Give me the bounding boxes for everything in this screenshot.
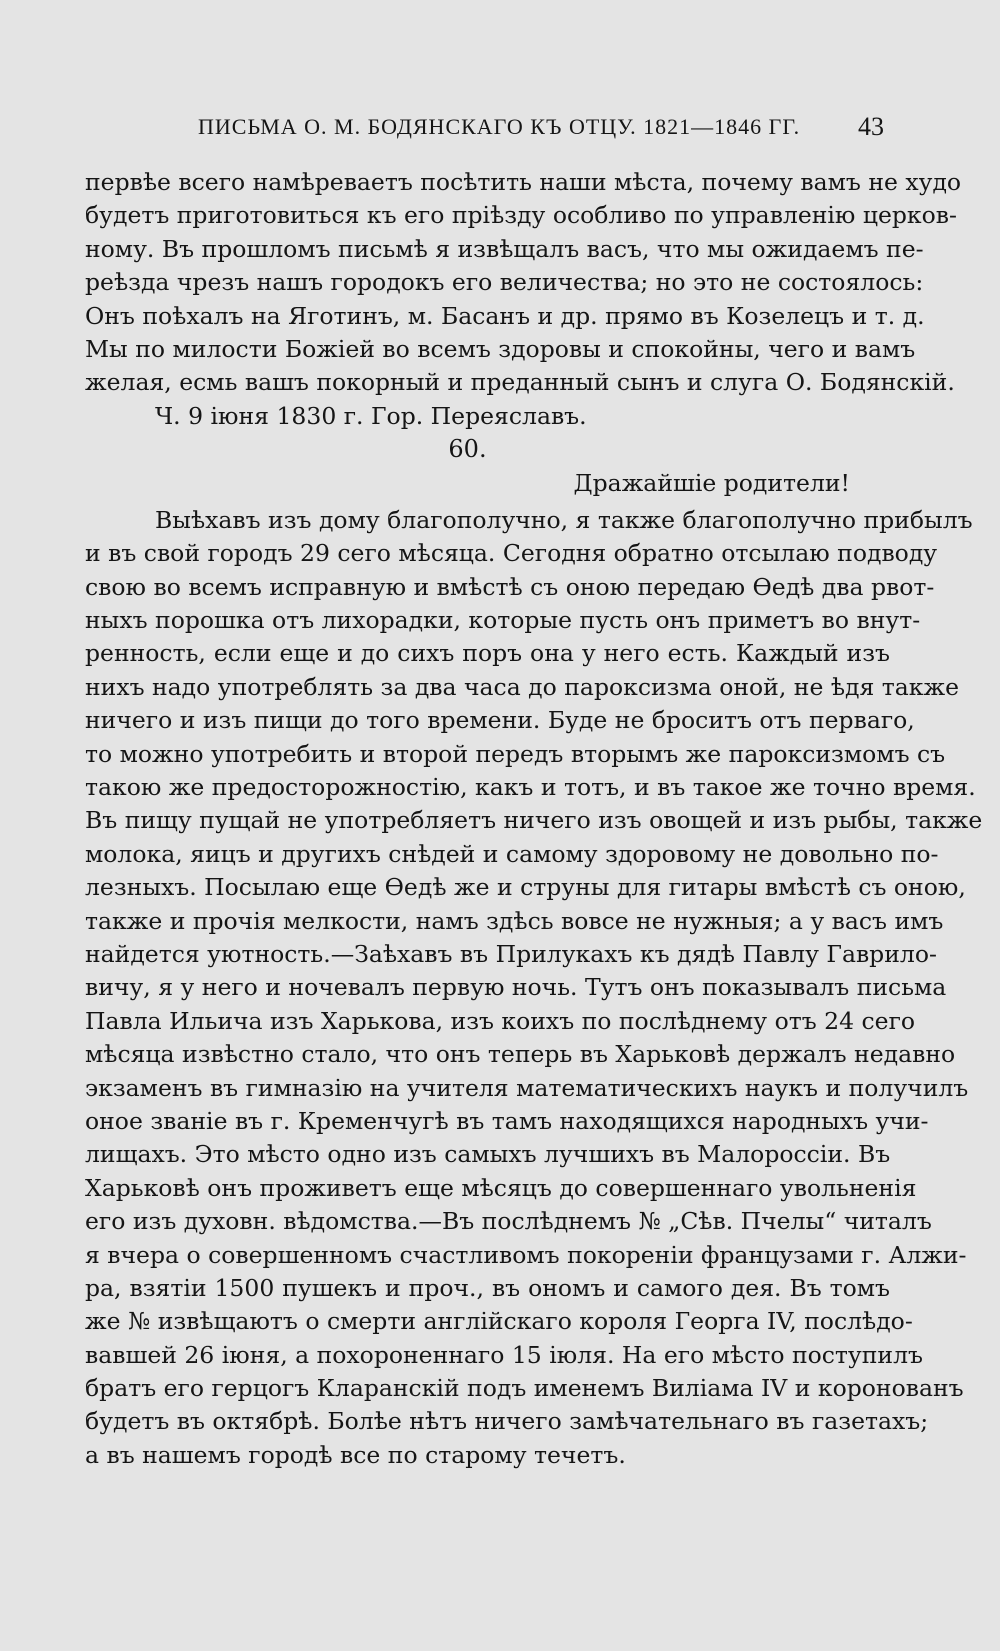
- running-title: ПИСЬМА О. М. БОДЯНСКАГО КЪ ОТЦУ. 1821—1846 ГГ.: [198, 114, 801, 139]
- body-line: лезныхъ. Посылаю еще Ѳедѣ же и струны для гитары вмѣстѣ съ оною,: [85, 873, 966, 902]
- body-line: молока, яицъ и другихъ снѣдей и самому здоровому не довольно по-: [85, 839, 939, 868]
- body-line: Выѣхавъ изъ дому благополучно, я также благополучно прибылъ: [155, 505, 973, 534]
- body-line: такою же предосторожностiю, какъ и тотъ, и въ такое же точно время.: [85, 773, 976, 802]
- body-line: то можно употребить и второй передъ вторымъ же пароксизмомъ съ: [85, 739, 946, 768]
- continuation-line: реѣзда чрезъ нашъ городокъ его величества; но это не состоялось:: [85, 268, 924, 297]
- continuation-line: будетъ приготовиться къ его прiѣзду особливо по управленiю церков-: [85, 201, 957, 230]
- body-line: экзаменъ въ гимназiю на учителя математическихъ наукъ и получилъ: [85, 1073, 969, 1102]
- letter-signoff: Ч. 9 iюня 1830 г. Гор. Переяславъ.: [155, 401, 587, 430]
- body-line: ренность, если еще и до сихъ поръ она у него есть. Каждый изъ: [85, 639, 890, 668]
- body-line: ныхъ порошка отъ лихорадки, которые пусть онъ приметъ во внут-: [85, 606, 921, 635]
- text-block: [85, 166, 983, 1472]
- salutation: Дражайшiе родители!: [573, 468, 850, 497]
- body-line: также и прочiя мелкости, намъ здѣсь вовсе не нужныя; а у васъ имъ: [85, 906, 944, 935]
- letter-number: 60.: [448, 435, 487, 464]
- body-line: его изъ духовн. вѣдомства.—Въ послѣднемъ № „Сѣв. Пчелы“ читалъ: [85, 1207, 932, 1236]
- body-line: ра, взятiи 1500 пушекъ и проч., въ ономъ и самого дея. Въ томъ: [85, 1273, 890, 1302]
- body-line: оное званiе въ г. Кременчугѣ въ тамъ находящихся народныхъ учи-: [85, 1106, 929, 1135]
- body-line: же № извѣщаютъ о смерти англiйскаго короля Георга IV, послѣдо-: [85, 1307, 913, 1336]
- page-number: 43: [858, 112, 884, 141]
- body-line: вичу, я у него и ночевалъ первую ночь. Тутъ онъ показывалъ письма: [85, 973, 947, 1002]
- body-line: Харьковѣ онъ проживетъ еще мѣсяцъ до совершеннаго увольненiя: [85, 1173, 917, 1202]
- body-line: и въ свой городъ 29 сего мѣсяца. Сегодня обратно отсылаю подводу: [85, 539, 938, 568]
- body-line: свою во всемъ исправную и вмѣстѣ съ оною передаю Ѳедѣ два рвот-: [85, 572, 935, 601]
- body-line: мѣсяца извѣстно стало, что онъ теперь въ Харьковѣ держалъ недавно: [85, 1040, 956, 1069]
- continuation-line: желая, есмь вашъ покорный и преданный сынъ и слуга О. Бодянскiй.: [85, 368, 955, 397]
- body-line: а въ нашемъ городѣ все по старому течетъ.: [85, 1440, 626, 1469]
- page-header: [0, 110, 1000, 150]
- body-line: Павла Ильича изъ Харькова, изъ коихъ по послѣднему отъ 24 сего: [85, 1006, 916, 1035]
- body-line: найдется уютность.—Заѣхавъ въ Прилукахъ къ дядѣ Павлу Гаврило-: [85, 939, 937, 968]
- body-line: я вчера о совершенномъ счастливомъ покоренiи французами г. Алжи-: [85, 1240, 967, 1269]
- continuation-line: Онъ поѣхалъ на Яготинъ, м. Басанъ и др. прямо въ Козелецъ и т. д.: [85, 301, 925, 330]
- body-line: вавшей 26 iюня, а похороненнаго 15 iюля. На его мѣсто поступилъ: [85, 1340, 923, 1369]
- body-line: ничего и изъ пищи до того времени. Буде не броситъ отъ перваго,: [85, 706, 915, 735]
- body-line: братъ его герцогъ Кларанскiй подъ именемъ Вилiама IV и коронованъ: [85, 1374, 964, 1403]
- body-line: будетъ въ октябрѣ. Болѣе нѣтъ ничего замѣчательнаго въ газетахъ;: [85, 1407, 929, 1436]
- body-line: нихъ надо употреблять за два часа до пароксизма оной, не ѣдя также: [85, 672, 959, 701]
- body-line: Въ пищу пущай не употребляетъ ничего изъ овощей и изъ рыбы, также: [85, 806, 983, 835]
- body-line: лищахъ. Это мѣсто одно изъ самыхъ лучшихъ въ Малороссiи. Въ: [85, 1140, 891, 1169]
- continuation-line: Мы по милости Божiей во всемъ здоровы и спокойны, чего и вамъ: [85, 334, 916, 363]
- continuation-line: первѣе всего намѣреваетъ посѣтить наши мѣста, почему вамъ не худо: [85, 168, 962, 196]
- continuation-line: ному. Въ прошломъ письмѣ я извѣщалъ васъ, что мы ожидаемъ пе-: [85, 234, 924, 263]
